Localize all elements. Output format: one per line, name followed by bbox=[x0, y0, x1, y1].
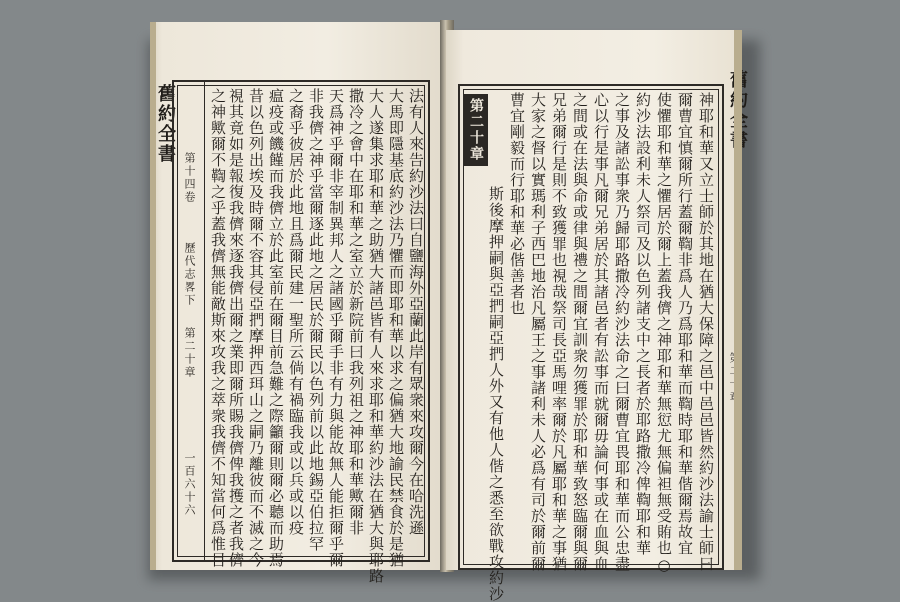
left-column-9: 昔以色列出埃及時爾不容其侵亞捫摩押西珥山之嗣乃離彼而不滅之今 bbox=[247, 88, 265, 568]
left-column-7: 之裔乎彼居於此地且爲爾民建一聖所云倘有禍臨我或以兵或以疫 bbox=[287, 88, 305, 536]
right-column-4: 約沙法設利未人祭司及以色列諸支中之長者於耶路撒冷俾鞫耶和華 bbox=[634, 92, 652, 556]
left-chapter-label: 第二十章 bbox=[183, 327, 196, 379]
left-text-frame bbox=[172, 80, 430, 584]
right-column-11: 斯後摩押嗣與亞捫嗣亞捫人外又有他人偕之悉至欲戰攻約沙 bbox=[487, 186, 505, 602]
left-column-11: 之神歟爾不鞫之乎蓋我儕無能敵斯來攻我之萃衆我儕不知當何爲惟目 bbox=[209, 88, 227, 568]
left-column-4: 撒冷之會中在耶和華之室立於新院前曰我列祖之神耶和華歟爾非 bbox=[347, 88, 365, 536]
left-column-2: 大馬即隱基底約沙法乃懼而即耶和華以求之偏猶大地諭民禁食於是猶 bbox=[387, 88, 405, 568]
right-column-2: 爾曹宜慎爾所行蓋爾鞫非爲人乃爲耶和華而鞫時耶和華偕爾焉故宜 bbox=[676, 92, 694, 556]
right-column-8: 兄弟爾行是則不致獲罪也視哉祭司長亞馬哩率爾於凡屬耶和華之事猶 bbox=[550, 92, 568, 572]
chapter-heading: 第二十章 bbox=[464, 94, 488, 166]
left-volume-label: 第十四卷 bbox=[183, 152, 196, 204]
left-page-number: 一百六十六 bbox=[183, 452, 196, 517]
left-column-3: 大人遂集求耶和華之助猶大諸邑皆有人來求耶和華約沙法在猶大與耶路 bbox=[367, 88, 385, 584]
right-column-7: 之間或在法與命或律與禮之間爾宜訓衆勿獲罪於耶和華致怒臨爾與爾 bbox=[571, 92, 589, 572]
right-text-frame bbox=[458, 84, 724, 602]
left-margin-rule bbox=[204, 82, 205, 560]
right-page bbox=[446, 30, 742, 602]
right-column-1: 神耶和華又立士師於其地在猶大保障之邑中邑邑皆然約沙法諭士師曰 bbox=[697, 92, 715, 572]
right-column-3: 使懼耶和華之懼居於爾上蓋我儕之神耶和華無愆尤無偏袒無受賄也○ bbox=[655, 92, 673, 575]
left-page bbox=[150, 22, 445, 584]
left-margin-title: 舊約全書 bbox=[155, 84, 176, 164]
left-column-5: 天爲神乎爾非宰制異邦人之諸國乎爾手非有力與能故無人能拒爾乎爾 bbox=[327, 88, 345, 568]
right-column-5: 之事及諸訟事衆乃歸耶路撒冷約沙法命之曰爾曹宜畏耶和華而公忠盡 bbox=[613, 92, 631, 572]
left-column-6: 非我儕之神乎當爾逐此地之居民於爾民以色列前以此地錫亞伯拉罕 bbox=[307, 88, 325, 552]
left-column-10: 視其竟如是報復我儕來逐我儕出爾之業即爾所賜我儕俾我擭之者我儕 bbox=[227, 88, 245, 568]
right-column-6: 心以行是事凡爾兄弟居於其諸邑者有訟事而就爾毋論何事或在血與血 bbox=[592, 92, 610, 572]
left-section-label: 歷代志畧下 bbox=[183, 242, 196, 307]
left-column-1: 法有人來告約沙法曰自鹽海外亞蘭此岸有眾衆來攻爾今在哈洗遜 bbox=[407, 88, 425, 536]
left-column-8: 瘟疫或饑饉而我儕立於此室前在爾目前急難之際籲爾則爾必聽而助焉 bbox=[267, 88, 285, 568]
right-page-edge bbox=[734, 30, 742, 570]
right-column-9: 大家之督以實瑪利子西巴地治凡屬王之事諸利未人必爲有司於爾前爾 bbox=[529, 92, 547, 572]
right-column-10: 曹宜剛毅而行耶和華必偕善者也 bbox=[508, 92, 526, 316]
